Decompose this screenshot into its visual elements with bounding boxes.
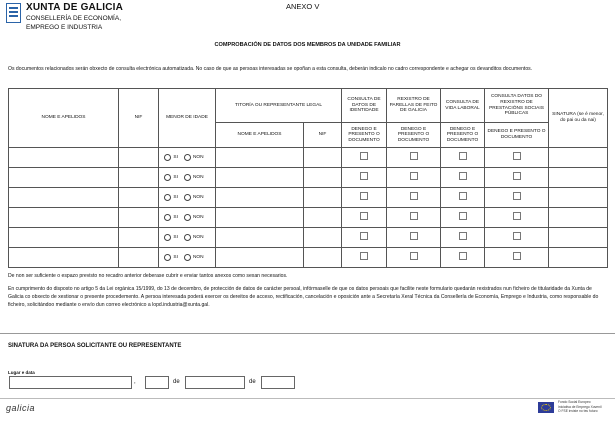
col-header-benefits: CONSULTA DATOS DO REXISTRO DE PRESTACIÓNS SOCIAIS PÚBLICAS <box>485 89 549 123</box>
eu-text-line-2: Iniciativa de Emprego Xuvenil <box>558 404 602 409</box>
minor-cell <box>159 168 216 188</box>
deny-checkbox-work[interactable] <box>459 192 467 200</box>
galicia-logo: galicia <box>6 403 36 413</box>
tutor-nif-cell[interactable] <box>304 148 342 168</box>
radio-yes-label: SI <box>173 214 178 220</box>
deny-label-identity: DENEGO E PRESENTO O DOCUMENTO <box>342 123 387 148</box>
deny-cell-couples <box>387 248 441 268</box>
col-header-work: CONSULTA DE VIDA LABORAL <box>441 89 485 123</box>
intro-text: Os documentos relacionados serán obxecto de consulta electrónica automatizada. No caso de que as persoas interesadas se opoñan a esta consulta, deberán indicalo no cadro correspondente e achegar os devanditos documentos. <box>8 66 533 72</box>
name-cell[interactable] <box>9 168 119 188</box>
nif-cell[interactable] <box>119 248 159 268</box>
de-separator-2: de <box>249 379 256 385</box>
tutor-nif-cell[interactable] <box>304 208 342 228</box>
family-members-table <box>8 88 608 268</box>
deny-checkbox-identity[interactable] <box>360 152 368 160</box>
deny-checkbox-couples[interactable] <box>410 252 418 260</box>
deny-cell-couples <box>387 208 441 228</box>
radio-no-label: NON <box>192 254 204 260</box>
nif-cell[interactable] <box>119 148 159 168</box>
day-field[interactable] <box>145 376 169 389</box>
deny-cell-work <box>441 208 485 228</box>
table-row <box>9 248 608 268</box>
radio-yes[interactable] <box>164 194 171 201</box>
radio-yes-label: SI <box>173 254 178 260</box>
name-cell[interactable] <box>9 188 119 208</box>
deny-checkbox-work[interactable] <box>459 252 467 260</box>
col-header-name: NOME E APELIDOS <box>9 89 119 148</box>
radio-yes[interactable] <box>164 154 171 161</box>
deny-checkbox-couples[interactable] <box>410 152 418 160</box>
nif-cell[interactable] <box>119 208 159 228</box>
tutor-nif-cell[interactable] <box>304 248 342 268</box>
deny-label-couples: DENEGO E PRESENTO O DOCUMENTO <box>387 123 441 148</box>
minor-cell <box>159 208 216 228</box>
radio-no[interactable] <box>184 254 191 261</box>
radio-yes[interactable] <box>164 234 171 241</box>
de-separator-1: de <box>173 379 180 385</box>
eu-text-line-3: O FSE inviste no teu futuro <box>558 409 598 414</box>
deny-checkbox-work[interactable] <box>459 212 467 220</box>
comma-separator: , <box>134 379 136 385</box>
tutor-name-cell[interactable] <box>216 188 304 208</box>
minor-cell <box>159 148 216 168</box>
signature-cell[interactable] <box>549 208 608 228</box>
deny-checkbox-identity[interactable] <box>360 172 368 180</box>
month-field[interactable] <box>185 376 245 389</box>
annex-label: ANEXO V <box>286 2 320 11</box>
eu-text-line-1: Fondo Social Europeo <box>558 400 591 404</box>
deny-cell-identity <box>342 248 387 268</box>
tutor-name-cell[interactable] <box>216 168 304 188</box>
logo-title: XUNTA DE GALICIA <box>26 2 124 13</box>
deny-cell-benefits <box>485 188 549 208</box>
deny-cell-benefits <box>485 228 549 248</box>
col-header-identity: CONSULTA DE DATOS DE IDENTIDADE <box>342 89 387 123</box>
year-field[interactable] <box>261 376 295 389</box>
deny-checkbox-identity[interactable] <box>360 212 368 220</box>
tutor-name-cell[interactable] <box>216 208 304 228</box>
deny-cell-identity <box>342 228 387 248</box>
radio-no-label: NON <box>192 234 204 240</box>
signature-cell[interactable] <box>549 188 608 208</box>
col-header-tutor-nif: NIF <box>304 123 342 148</box>
signature-title: SINATURA DA PERSOA SOLICITANTE OU REPRESENTANTE <box>8 343 182 349</box>
deny-label-work: DENEGO E PRESENTO O DOCUMENTO <box>441 123 485 148</box>
deny-checkbox-benefits[interactable] <box>513 232 521 240</box>
deny-cell-couples <box>387 188 441 208</box>
col-header-nif: NIF <box>119 89 159 148</box>
deny-checkbox-couples[interactable] <box>410 192 418 200</box>
nif-cell[interactable] <box>119 188 159 208</box>
radio-no-label: NON <box>192 154 204 160</box>
tutor-nif-cell[interactable] <box>304 188 342 208</box>
table-row <box>9 188 608 208</box>
deny-cell-work <box>441 168 485 188</box>
deny-checkbox-benefits[interactable] <box>513 212 521 220</box>
deny-checkbox-benefits[interactable] <box>513 152 521 160</box>
deny-checkbox-identity[interactable] <box>360 192 368 200</box>
deny-checkbox-work[interactable] <box>459 172 467 180</box>
table-row <box>9 168 608 188</box>
deny-cell-couples <box>387 168 441 188</box>
table-body <box>9 148 608 268</box>
col-header-couples: REXISTRO DE PARELLAS DE FEITO DE GALICIA <box>387 89 441 123</box>
signature-cell[interactable] <box>549 228 608 248</box>
divider <box>0 333 615 334</box>
radio-no[interactable] <box>184 234 191 241</box>
radio-yes[interactable] <box>164 254 171 261</box>
deny-cell-benefits <box>485 168 549 188</box>
deny-cell-work <box>441 188 485 208</box>
deny-checkbox-benefits[interactable] <box>513 172 521 180</box>
eu-flag-icon <box>538 402 554 413</box>
radio-no[interactable] <box>184 154 191 161</box>
xunta-crest-icon <box>6 3 21 23</box>
signature-cell[interactable] <box>549 248 608 268</box>
document-title: COMPROBACIÓN DE DATOS DOS MEMBROS DA UNIDADE FAMILIAR <box>214 42 401 48</box>
deny-checkbox-identity[interactable] <box>360 232 368 240</box>
place-field[interactable] <box>9 376 132 389</box>
table-row <box>9 208 608 228</box>
radio-no-label: NON <box>192 194 204 200</box>
radio-no-label: NON <box>192 214 204 220</box>
space-note: De non ser suficiente o espazo previsto no recadro anterior deberase cubrir e enviar tantos anexos como sexan necesarios. <box>8 273 288 279</box>
deny-cell-identity <box>342 188 387 208</box>
name-cell[interactable] <box>9 148 119 168</box>
table-row <box>9 228 608 248</box>
logo-sub-line-1: CONSELLERÍA DE ECONOMÍA, <box>26 15 121 22</box>
signature-cell[interactable] <box>549 148 608 168</box>
radio-yes-label: SI <box>173 154 178 160</box>
deny-label-benefits: DENEGO E PRESENTO O DOCUMENTO <box>485 123 549 148</box>
tutor-nif-cell[interactable] <box>304 168 342 188</box>
deny-checkbox-work[interactable] <box>459 232 467 240</box>
minor-cell <box>159 248 216 268</box>
tutor-name-cell[interactable] <box>216 228 304 248</box>
col-header-tutor-name: NOME E APELIDOS <box>216 123 304 148</box>
name-cell[interactable] <box>9 248 119 268</box>
deny-checkbox-couples[interactable] <box>410 172 418 180</box>
deny-checkbox-couples[interactable] <box>410 232 418 240</box>
deny-cell-couples <box>387 228 441 248</box>
col-header-minor: MENOR DE IDADE <box>159 89 216 148</box>
radio-yes-label: SI <box>173 194 178 200</box>
radio-yes[interactable] <box>164 174 171 181</box>
tutor-name-cell[interactable] <box>216 248 304 268</box>
legal-note: En cumprimento do disposto no artigo 5 da Lei orgánica 15/1999, do 13 de decembro, de protección de datos de carácter persoal, infórmaselle de que os datos persoais que facilite neste formulario quedarán rexistrados nun ficheiro de titularidade da Xunta de Galicia co obxecto de xestionar o presente procedemento. A persoa interesada poderá exercer os dereitos de acceso, rectificación, cancelación e oposición ante a Secretaría Xeral Técnica da Consellería de Economía, Emprego e Industria, como responsable do ficheiro, solicitándoo mediante o envío dun correo electrónico a lopd.industria@xunta.gal. <box>8 286 599 308</box>
minor-cell <box>159 228 216 248</box>
tutor-nif-cell[interactable] <box>304 228 342 248</box>
radio-yes-label: SI <box>173 234 178 240</box>
radio-no[interactable] <box>184 214 191 221</box>
radio-no-label: NON <box>192 174 204 180</box>
radio-yes[interactable] <box>164 214 171 221</box>
deny-checkbox-work[interactable] <box>459 152 467 160</box>
footer-divider <box>0 398 615 399</box>
radio-no[interactable] <box>184 174 191 181</box>
logo-sub-line-2: EMPREGO E INDUSTRIA <box>26 23 103 31</box>
deny-checkbox-benefits[interactable] <box>513 252 521 260</box>
deny-cell-identity <box>342 148 387 168</box>
deny-cell-couples <box>387 148 441 168</box>
name-cell[interactable] <box>9 208 119 228</box>
deny-checkbox-benefits[interactable] <box>513 192 521 200</box>
deny-cell-benefits <box>485 248 549 268</box>
deny-checkbox-identity[interactable] <box>360 252 368 260</box>
col-header-tutor: TITORÍA OU REPRESENTANTE LEGAL <box>216 89 342 123</box>
name-cell[interactable] <box>9 228 119 248</box>
place-date-label: Lugar e data <box>8 370 35 375</box>
deny-cell-identity <box>342 168 387 188</box>
radio-no[interactable] <box>184 194 191 201</box>
eu-fund-text <box>558 400 601 414</box>
deny-cell-benefits <box>485 148 549 168</box>
radio-yes-label: SI <box>173 174 178 180</box>
deny-cell-benefits <box>485 208 549 228</box>
col-header-signature: SINATURA (se é menor, do pai ou da nai) <box>549 89 608 148</box>
nif-cell[interactable] <box>119 168 159 188</box>
signature-cell[interactable] <box>549 168 608 188</box>
deny-cell-identity <box>342 208 387 228</box>
deny-checkbox-couples[interactable] <box>410 212 418 220</box>
nif-cell[interactable] <box>119 228 159 248</box>
deny-cell-work <box>441 248 485 268</box>
deny-cell-work <box>441 148 485 168</box>
logo-subtitle <box>26 15 121 32</box>
tutor-name-cell[interactable] <box>216 148 304 168</box>
table-row <box>9 148 608 168</box>
minor-cell <box>159 188 216 208</box>
deny-cell-work <box>441 228 485 248</box>
